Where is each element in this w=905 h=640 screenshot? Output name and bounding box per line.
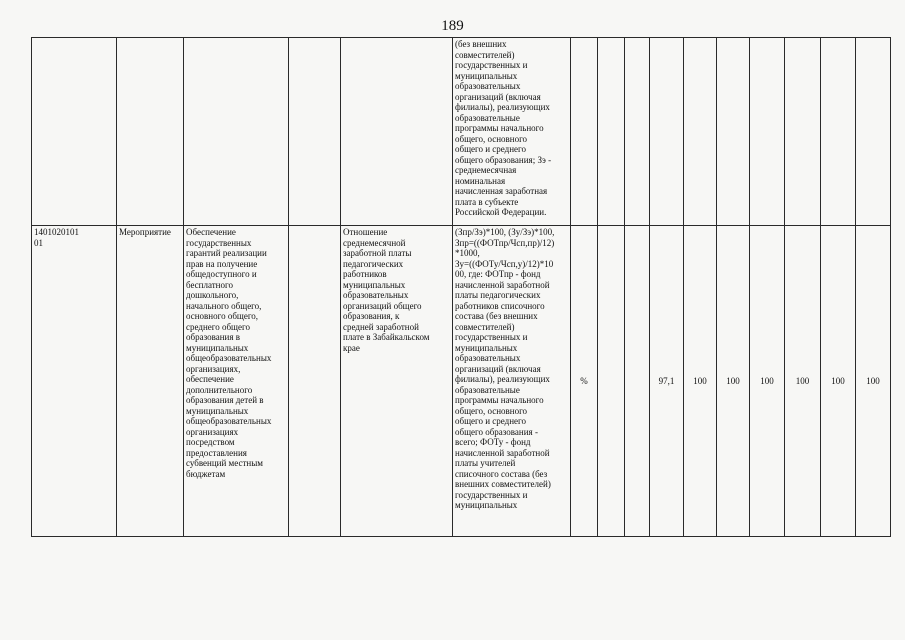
cell-value: [650, 38, 684, 226]
cell-type: Мероприятие: [117, 226, 184, 537]
cell-value: 100: [717, 226, 750, 537]
cell-value: 100: [785, 226, 821, 537]
cell-empty: [598, 38, 625, 226]
cell-value: 100: [821, 226, 856, 537]
cell-value: 97,1: [650, 226, 684, 537]
page-number: 189: [441, 18, 464, 34]
cell-empty: [289, 226, 341, 537]
cell-code: [32, 38, 117, 226]
cell-type: [117, 38, 184, 226]
cell-value: [856, 38, 891, 226]
indicator-table: [31, 37, 891, 537]
cell-formula-continuation: (без внешних совместителей) государственных и муниципальных образовательных организаций (включая филиалы), реализующих образовательные программы начального общего, основного общего и среднего общего образования; Зэ - среднемесячная номинальная начисленная заработная плата в субъекте Российской Федерации.: [453, 38, 571, 226]
cell-value: [684, 38, 717, 226]
cell-value: 100: [750, 226, 785, 537]
cell-unit: %: [571, 226, 598, 537]
cell-value: [750, 38, 785, 226]
cell-empty: [625, 38, 650, 226]
cell-name: [184, 38, 289, 226]
cell-value: 100: [856, 226, 891, 537]
cell-value: [717, 38, 750, 226]
cell-name: Обеспечение государственных гарантий реализации прав на получение общедоступного и бесплатного дошкольного, начального общего, основного общего, среднего общего образования в муниципальных общеобразовательных организациях, обеспечение дополнительного образования детей в муниципальных общеобразовательных организациях посредством предоставления субвенций местным бюджетам: [184, 226, 289, 537]
cell-value: [821, 38, 856, 226]
cell-indicator: Отношение среднемесячной заработной платы педагогических работников муниципальных образовательных организаций общего образования, к средней заработной плате в Забайкальском крае: [341, 226, 453, 537]
cell-indicator: [341, 38, 453, 226]
cell-empty: [289, 38, 341, 226]
cell-unit: [571, 38, 598, 226]
indicator-table-sheet: [31, 37, 880, 537]
cell-value: 100: [684, 226, 717, 537]
table-row-continuation: [32, 38, 891, 226]
cell-code: 1401020101 01: [32, 226, 117, 537]
table-row-measure: [32, 226, 891, 537]
cell-value: [785, 38, 821, 226]
cell-empty: [598, 226, 625, 537]
cell-empty: [625, 226, 650, 537]
cell-formula: (Зпр/Зэ)*100, (Зу/Зэ)*100, Зпр=((ФОТпр/Чсп,пр)/12) *1000, Зу=((ФОТу/Чсп,у)/12)*10 00, где: ФОТпр - фонд начисленной заработной платы педагогических работников списочного состава (без внешних совместителей) государственных и муниципальных образовательных организаций (включая филиалы), реализующих образовательные программы начального общего, основного общего и среднего общего образования - всего; ФОТу - фонд начисленной заработной платы учителей списочного состава (без внешних совместителей) государственных и муниципальных: [453, 226, 571, 537]
